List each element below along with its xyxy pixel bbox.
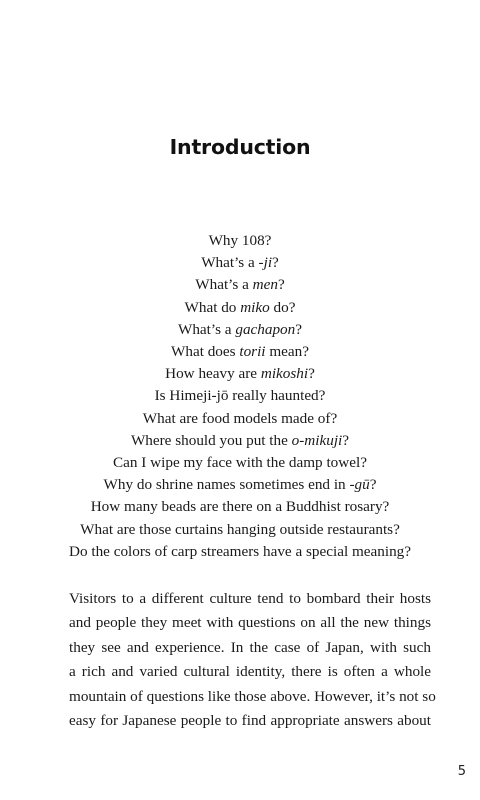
question-line: Can I wipe my face with the damp towel?: [113, 454, 367, 472]
paragraph-line: Visitors to a different culture tend to bombard their hosts: [69, 590, 431, 607]
question-line: What’s a gachapon?: [177, 320, 302, 338]
question-line: Why 108?: [208, 232, 272, 249]
paragraph-line: they see and experience. In the case of Japan, with such: [69, 638, 431, 656]
question-line: Where should you put the o-mikuji?: [130, 431, 350, 449]
page-number: 5: [457, 764, 466, 779]
paragraph-line: a rich and varied cultural identity, there is often a whole: [69, 663, 431, 681]
paragraph-line: easy for Japanese people to find appropriate answers about: [69, 712, 431, 730]
question-line: What’s a men?: [195, 276, 285, 294]
question-line: Is Himeji-jō really haunted?: [154, 387, 326, 405]
question-line: How many beads are there on a Buddhist rosary?: [90, 498, 390, 516]
paragraph-line: mountain of questions like those above. However, it’s not so: [69, 687, 436, 705]
question-line: Why do shrine names sometimes end in -gū?: [103, 476, 377, 494]
chapter-title: Introduction: [169, 134, 311, 159]
intro-paragraph: [69, 587, 436, 733]
question-list: [0, 230, 480, 563]
paragraph-line: and people they meet with questions on all the new things: [69, 614, 431, 632]
question-line: What do miko do?: [184, 298, 296, 316]
question-line: How heavy are mikoshi?: [165, 365, 315, 383]
question-line: What’s a -ji?: [201, 254, 279, 272]
question-line: Do the colors of carp streamers have a special meaning?: [69, 542, 411, 560]
question-line: What are those curtains hanging outside restaurants?: [80, 520, 400, 538]
question-line: What does torii mean?: [171, 343, 309, 361]
question-line: What are food models made of?: [142, 409, 338, 427]
